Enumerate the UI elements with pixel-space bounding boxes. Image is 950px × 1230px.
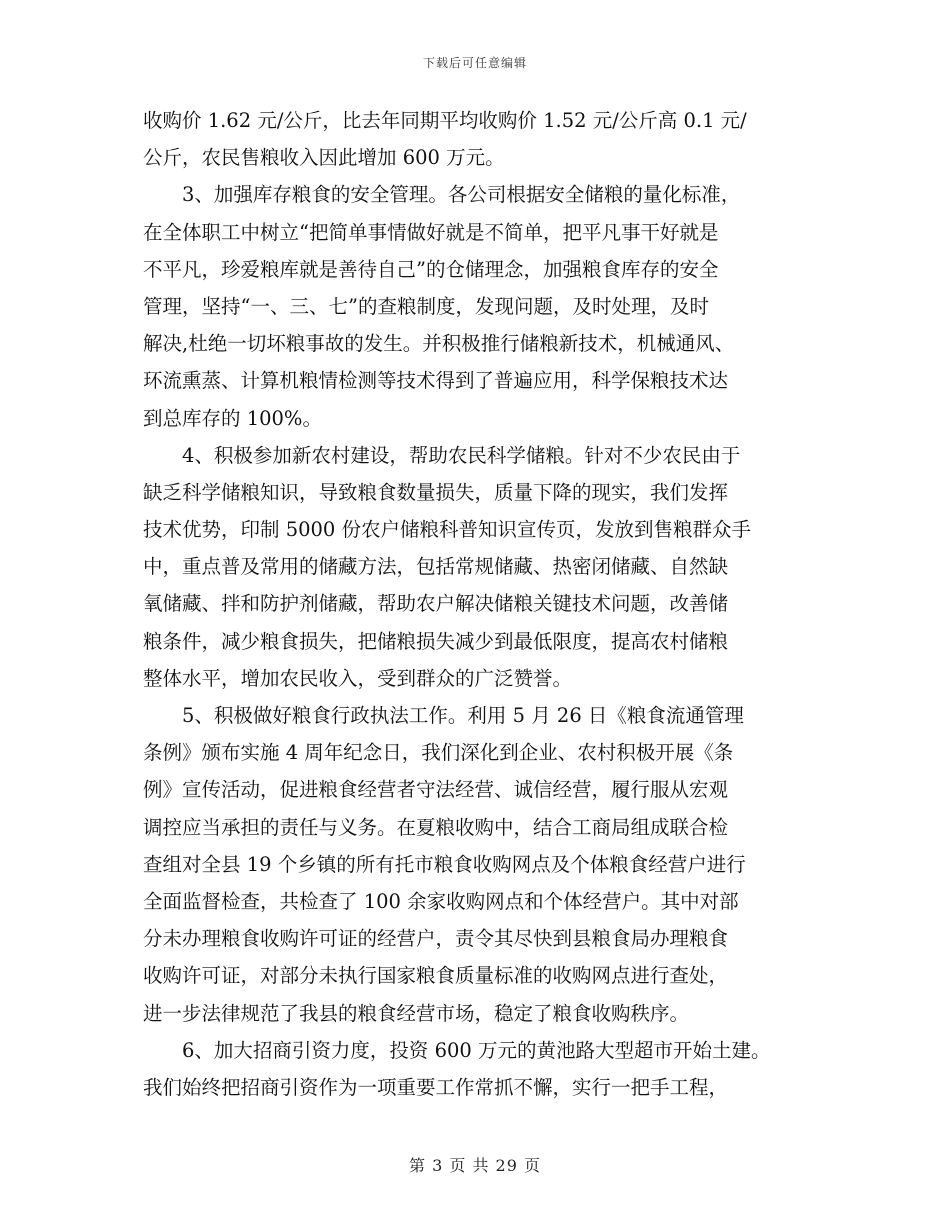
page-header-note: 下载后可任意编辑 <box>422 56 527 70</box>
text-line: 分未办理粮食收购许可证的经营户，责令其尽快到县粮食局办理粮食 <box>143 927 729 951</box>
text-line: 整体水平，增加农民收入，受到群众的广泛赞誉。 <box>143 666 573 690</box>
text-line: 中，重点普及常用的储藏方法，包括常规储藏、热密闭储藏、自然缺 <box>143 555 729 579</box>
text-line: 在全体职工中树立“把简单事情做好就是不简单，把平凡事干好就是 <box>143 220 719 244</box>
text-line: 收购许可证，对部分未执行国家粮食质量标准的收购网点进行查处， <box>143 964 729 988</box>
page-number-footer: 第 3 页 共 29 页 <box>409 1156 541 1175</box>
text-line: 到总库存的 100%。 <box>143 406 322 430</box>
text-line: 调控应当承担的责任与义务。在夏粮收购中，结合工商局组成联合检 <box>143 815 729 839</box>
text-line: 技术优势，印制 5000 份农户储粮科普知识宣传页，发放到售粮群众手 <box>143 518 752 542</box>
text-line: 5、积极做好粮食行政执法工作。利用 5 月 26 日《粮食流通管理 <box>182 704 744 727</box>
text-line: 粮条件，减少粮食损失，把储粮损失减少到最低限度，提高农村储粮 <box>143 629 729 653</box>
text-line: 公斤，农民售粮收入因此增加 600 万元。 <box>143 146 505 170</box>
text-line: 全面监督检查，共检查了 100 余家收购网点和个体经营户。其中对部 <box>143 889 739 913</box>
text-line: 环流熏蒸、计算机粮情检测等技术得到了普遍应用，科学保粮技术达 <box>143 369 729 393</box>
text-line: 收购价 1.62 元/公斤，比去年同期平均收购价 1.52 元/公斤高 0.1 元/ <box>143 109 747 132</box>
text-line: 进一步法律规范了我县的粮食经营市场，稳定了粮食收购秩序。 <box>143 1001 690 1025</box>
text-line: 查组对全县 19 个乡镇的所有托市粮食收购网点及个体粮食经营户进行 <box>143 852 746 876</box>
text-line: 6、加大招商引资力度，投资 600 万元的黄池路大型超市开始土建。 <box>182 1038 771 1062</box>
text-line: 解决,杜绝一切坏粮事故的发生。并积极推行储粮新技术，机械通风、 <box>143 332 735 356</box>
text-line: 氧储藏、拌和防护剂储藏，帮助农户解决储粮关键技术问题，改善储 <box>143 592 729 616</box>
text-line: 管理，坚持“一、三、七”的查粮制度，发现问题，及时处理，及时 <box>143 294 709 318</box>
text-line: 缺乏科学储粮知识，导致粮食数量损失，质量下降的现实，我们发挥 <box>143 480 729 504</box>
text-line: 条例》颁布实施 4 周年纪念日，我们深化到企业、农村积极开展《条 <box>143 741 734 765</box>
text-line: 不平凡，珍爱粮库就是善待自己”的仓储理念，加强粮食库存的安全 <box>143 257 719 281</box>
document-body <box>143 102 815 1106</box>
text-line: 我们始终把招商引资作为一项重要工作常抓不懈，实行一把手工程， <box>143 1075 729 1099</box>
text-line: 3、加强库存粮食的安全管理。各公司根据安全储粮的量化标准， <box>182 183 741 207</box>
text-line: 4、积极参加新农村建设，帮助农民科学储粮。针对不少农民由于 <box>182 443 741 467</box>
text-line: 例》宣传活动，促进粮食经营者守法经营、诚信经营，履行服从宏观 <box>143 778 729 802</box>
